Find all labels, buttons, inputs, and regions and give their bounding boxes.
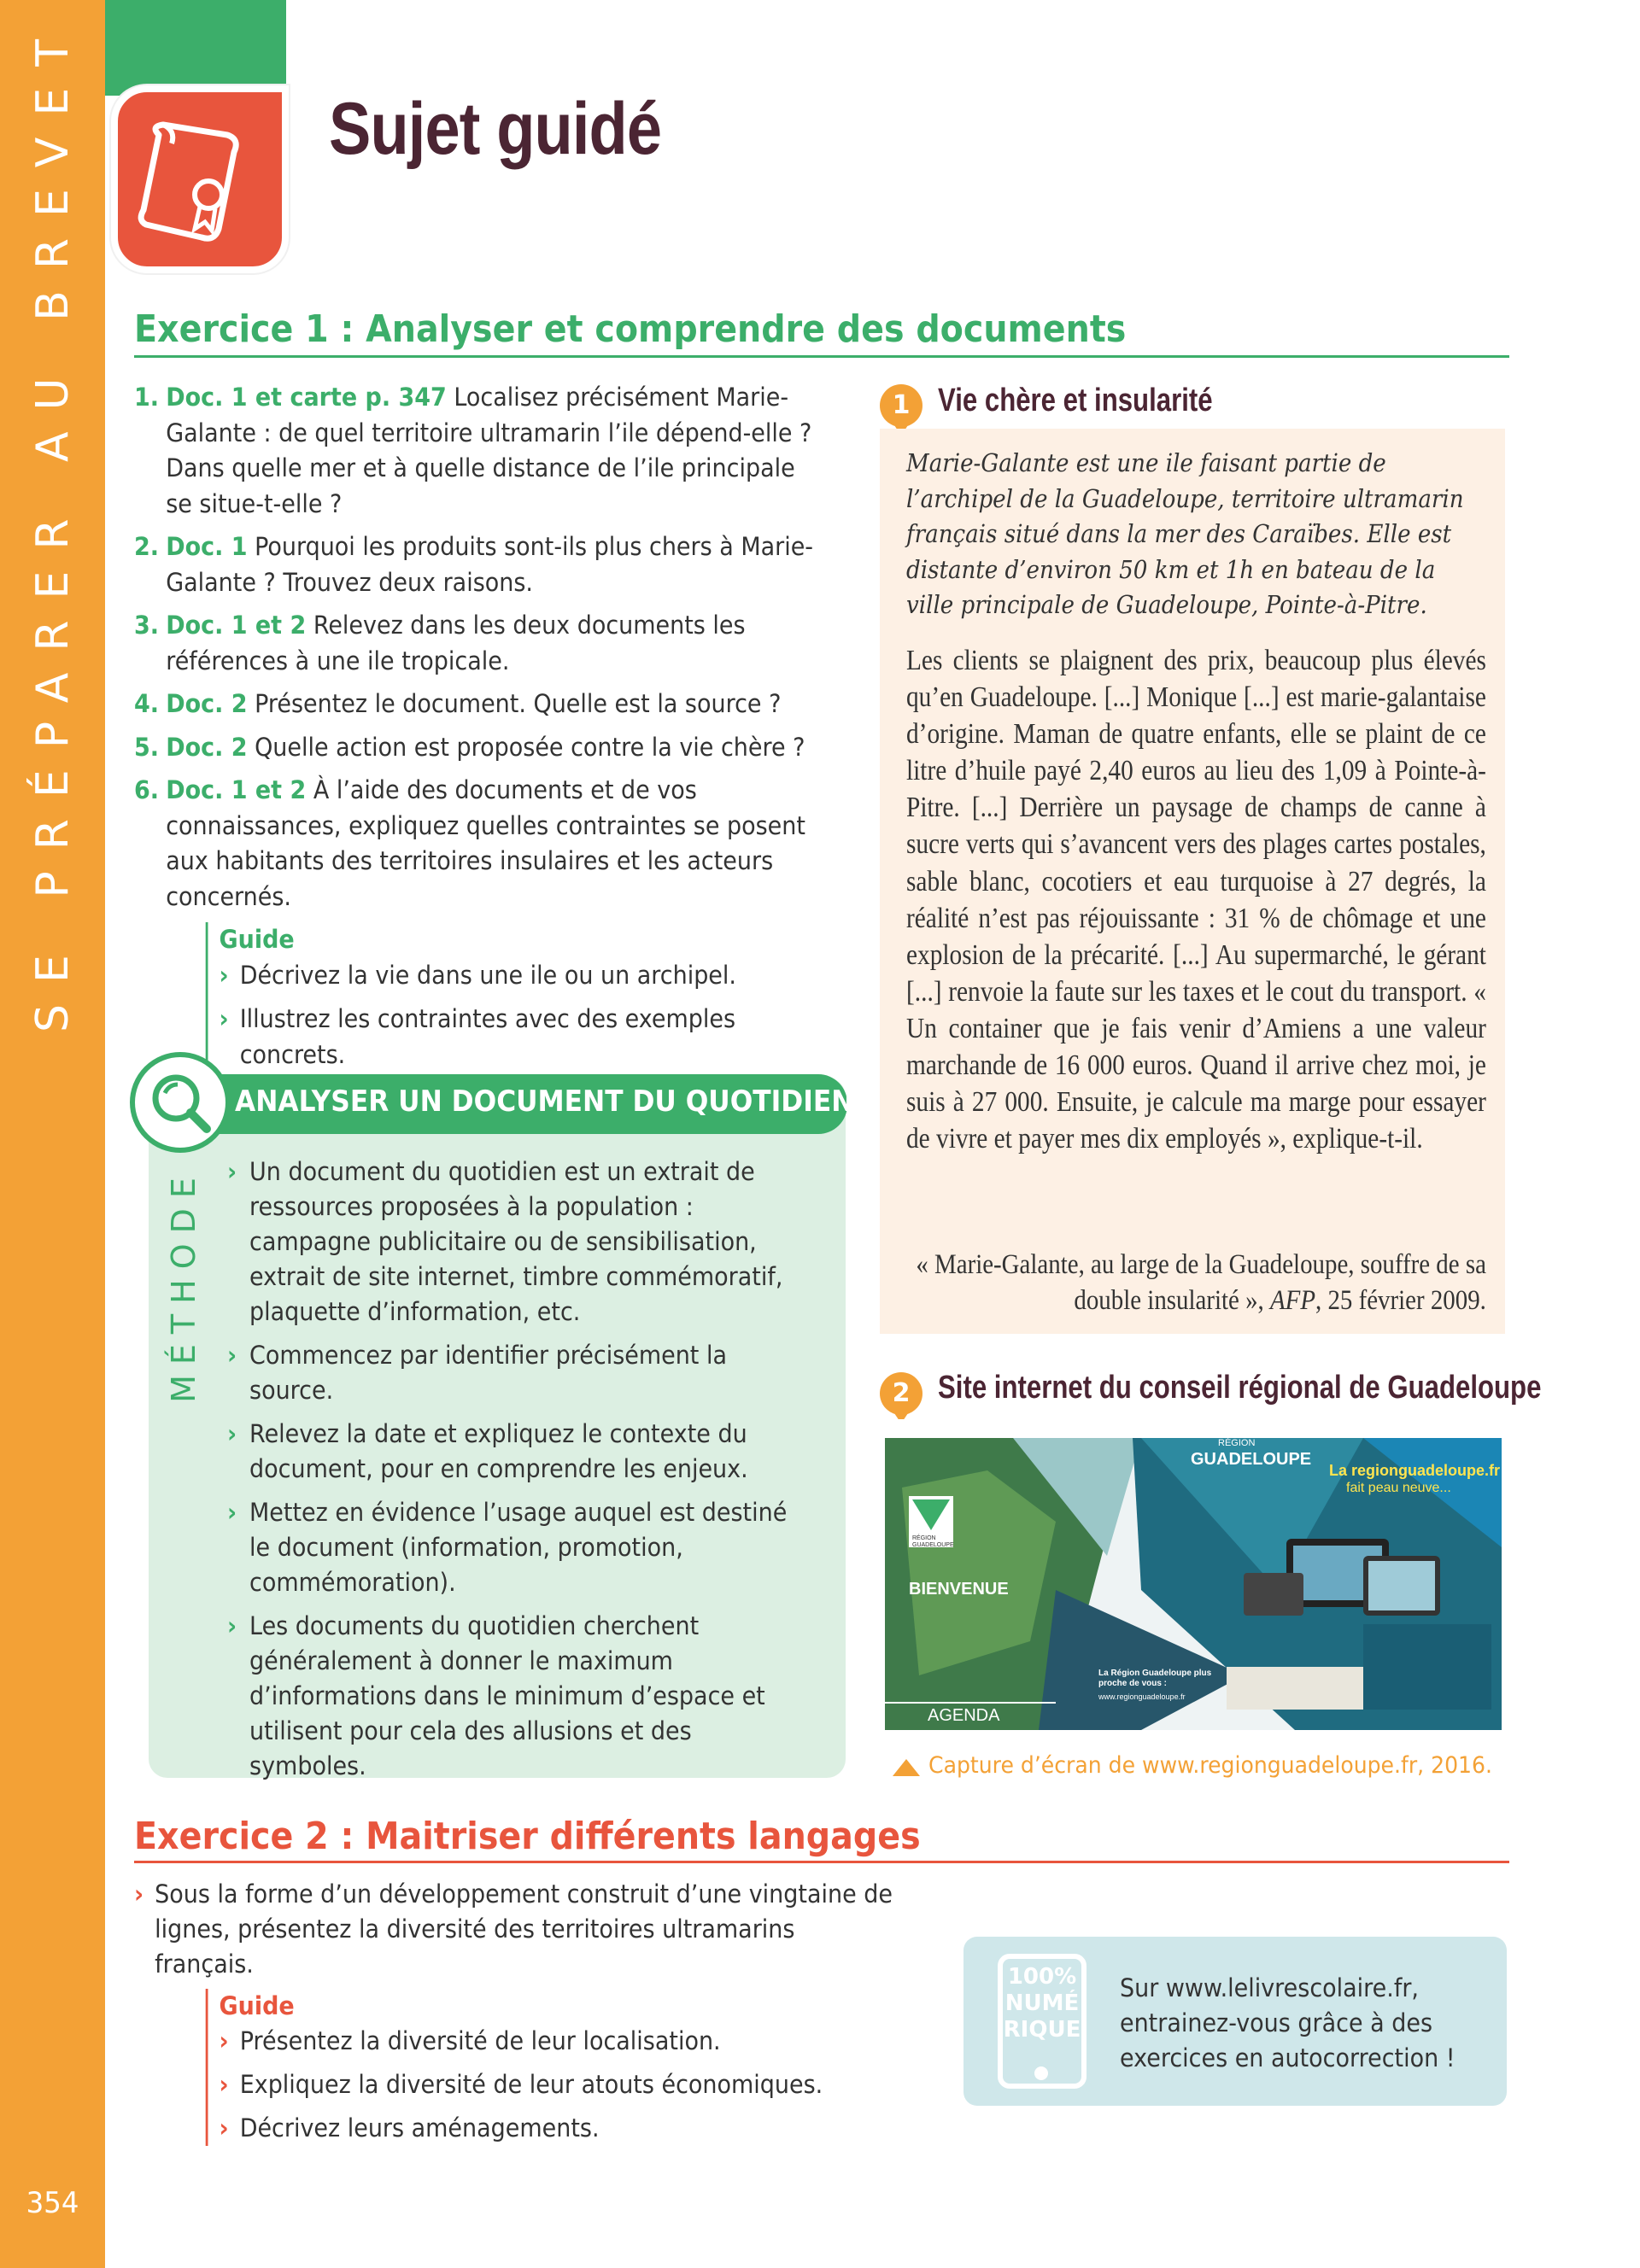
method-title: ANALYSER UN DOCUMENT DU QUOTIDIEN <box>235 1084 854 1119</box>
exercise2-heading: Exercice 2 : Maitriser différents langages <box>134 1815 921 1858</box>
question-text: Présentez le document. Quelle est la source ? <box>255 689 782 718</box>
question-2 <box>134 529 825 600</box>
screenshot-agenda: AGENDA <box>928 1706 1000 1725</box>
diploma-scroll-icon <box>111 85 289 273</box>
screenshot-logo-text: RÉGION GUADELOUPE <box>912 1535 954 1548</box>
question-doc-ref: Doc. 2 <box>166 689 248 718</box>
chevron-right-icon: › <box>227 1611 237 1640</box>
doc2-number-badge: 2 <box>880 1372 922 1415</box>
question-text: Relevez dans les deux documents les références à une ile tropicale. <box>166 611 746 675</box>
phone-button-icon <box>1034 2066 1048 2080</box>
exercise1-guide <box>206 922 825 1073</box>
guide-item: › Illustrez les contraintes avec des exemples concrets. <box>220 1002 826 1073</box>
screenshot-promo-url: www.regionguadeloupe.fr <box>1098 1692 1186 1701</box>
question-doc-ref: Doc. 2 <box>166 732 248 762</box>
magnifier-icon <box>130 1052 231 1153</box>
chevron-right-icon: › <box>219 2026 229 2055</box>
question-text: Pourquoi les produits sont-ils plus chers à Marie-Galante ? Trouvez deux raisons. <box>166 532 814 597</box>
website-screenshot <box>885 1419 1502 1730</box>
guide-item: › Décrivez la vie dans une ile ou un archipel. <box>220 958 826 994</box>
guide-item: › Expliquez la diversité de leur atouts économiques. <box>220 2067 897 2102</box>
method-point: › Les documents du quotidien cherchent généralement à donner le maximum d’informations dans le minimum d’espace et utilisent pour cela des allusions et des symboles. <box>227 1609 800 1784</box>
method-points <box>227 1154 800 1792</box>
question-doc-ref: Doc. 1 et 2 <box>166 775 307 804</box>
screenshot-region-name: GUADELOUPE <box>1191 1450 1312 1469</box>
question-6 <box>134 773 825 915</box>
doc1-source: « Marie-Galante, au large de la Guadeloupe, souffre de sa double insularité », AFP, 25 février 2009. <box>916 1249 1486 1316</box>
question-4 <box>134 687 825 722</box>
question-number: 4. <box>134 689 160 718</box>
chevron-right-icon: › <box>219 2070 229 2099</box>
guide-title: Guide <box>219 925 295 954</box>
question-doc-ref: Doc. 1 et carte p. 347 <box>166 383 447 412</box>
question-number: 5. <box>134 732 160 762</box>
guide-item: › Décrivez leurs aménagements. <box>220 2111 897 2146</box>
question-text: Localisez précisément Marie-Galante : de quel territoire ultramarin l’ile dépend-elle ? Dans quelle mer et à quelle distance de l’ile principale se situe-t-elle ? <box>166 383 812 518</box>
chevron-right-icon: › <box>134 1879 144 1909</box>
exercise2-prompt: › Sous la forme d’un développement construit d’une vingtaine de lignes, présentez la diversité des territoires ultramarins français. <box>134 1877 897 1982</box>
method-point: › Relevez la date et expliquez le contexte du document, pour en comprendre les enjeux. <box>227 1417 800 1487</box>
question-doc-ref: Doc. 1 et 2 <box>166 611 307 640</box>
chevron-right-icon: › <box>227 1341 237 1370</box>
chevron-right-icon: › <box>219 1004 229 1033</box>
method-point: › Commencez par identifier précisément la source. <box>227 1338 800 1408</box>
page-title: Sujet guidé <box>329 88 662 170</box>
question-number: 3. <box>134 611 160 640</box>
doc2-title: Site internet du conseil régional de Guadeloupe <box>938 1370 1542 1406</box>
chevron-right-icon: › <box>227 1157 237 1186</box>
method-point: › Un document du quotidien est un extrait de ressources proposées à la population : campagne publicitaire ou de sensibilisation, extrait de site internet, timbre commémoratif, plaquette d’information, etc. <box>227 1154 800 1330</box>
question-list <box>134 380 825 1081</box>
guide-title: Guide <box>219 1991 295 2020</box>
chevron-right-icon: › <box>227 1419 237 1448</box>
page-number: 354 <box>26 2186 79 2220</box>
question-number: 2. <box>134 532 160 561</box>
question-5 <box>134 730 825 766</box>
question-text: À l’aide des documents et de vos connaissances, expliquez quelles contraintes se posent aux habitants des territoires insulaires et les acteurs concernés. <box>166 775 805 911</box>
question-1 <box>134 380 825 522</box>
exercise1-rule <box>134 355 1509 358</box>
method-vertical-label: MÉTHODE <box>165 1167 203 1403</box>
screenshot-promo: La Région Guadeloupe plus proche de vous : <box>1098 1669 1212 1688</box>
question-3 <box>134 608 825 679</box>
exercise1-heading: Exercice 1 : Analyser et comprendre des documents <box>134 307 1127 351</box>
screenshot-site-tagline: fait peau neuve... <box>1346 1481 1451 1495</box>
question-number: 1. <box>134 383 160 412</box>
question-number: 6. <box>134 775 160 804</box>
screenshot-region-label: RÉGION <box>1218 1438 1256 1448</box>
header-green-tab <box>105 0 286 96</box>
doc1-number-badge: 1 <box>880 384 922 427</box>
doc2-caption: Capture d’écran de www.regionguadeloupe.fr, 2016. <box>928 1752 1492 1779</box>
doc1-intro: Marie-Galante est une ile faisant partie de l’archipel de la Guadeloupe, territoire ultramarin français situé dans la mer des Caraïbes. Elle est distante d’environ 50 km et 1h en bateau de la ville principale de Guadeloupe, Pointe-à-Pitre. <box>906 448 1464 619</box>
guide-item: › Présentez la diversité de leur localisation. <box>220 2024 897 2059</box>
exercise2-rule <box>134 1861 1509 1863</box>
screenshot-site-url: La regionguadeloupe.fr <box>1329 1462 1501 1479</box>
question-text: Quelle action est proposée contre la vie chère ? <box>255 732 805 762</box>
question-doc-ref: Doc. 1 <box>166 532 248 561</box>
screenshot-welcome: BIENVENUE <box>909 1580 1009 1599</box>
chevron-right-icon: › <box>227 1498 237 1527</box>
doc1-body: Les clients se plaignent des prix, beaucoup plus élevés qu’en Guadeloupe. [...] Monique [...] est marie-galantaise d’origine. Maman de quatre enfants, elle se plaint de ce litre d’huile payé 2,40 euros au lieu des 1,09 à Pointe-à-Pitre. [...] Derrière un paysage de champs de canne à sucre verts qui s’avancent vers des plages cartes postales, sable blanc, cocotiers et eau turquoise à 27 degrés, la réalité n’est pas réjouissante : 31 % de chômage et une explosion de la précarité. [...] Au supermarché, le gérant [...] renvoie la faute sur les taxes et le cout du transport. « Un container que je fais venir d’Amiens a une valeur marchande de 16 000 euros. Quand il arrive chez moi, je suis à 27 000. Ensuite, je calcule ma marge pour essayer de vivre et payer mes dix employés », explique-t-il. <box>906 645 1486 1155</box>
doc1-title: Vie chère et insularité <box>938 383 1213 418</box>
chevron-right-icon: › <box>219 960 229 990</box>
digital-text: Sur www.lelivrescolaire.fr, entrainez-vous grâce à des exercices en autocorrection ! <box>1120 1973 1456 2072</box>
chevron-right-icon: › <box>219 2113 229 2142</box>
exercise2-body <box>134 1877 897 2154</box>
sidebar-vertical-label: SE PRÉPARER AU BREVET <box>26 18 79 1032</box>
digital-badge: 100% NUMÉ RIQUE <box>1003 1964 1081 2043</box>
doc1-source-outlet: AFP <box>1270 1285 1316 1316</box>
exercise2-guide <box>206 1989 897 2146</box>
method-point: › Mettez en évidence l’usage auquel est destiné le document (information, promotion, commémoration). <box>227 1495 800 1600</box>
